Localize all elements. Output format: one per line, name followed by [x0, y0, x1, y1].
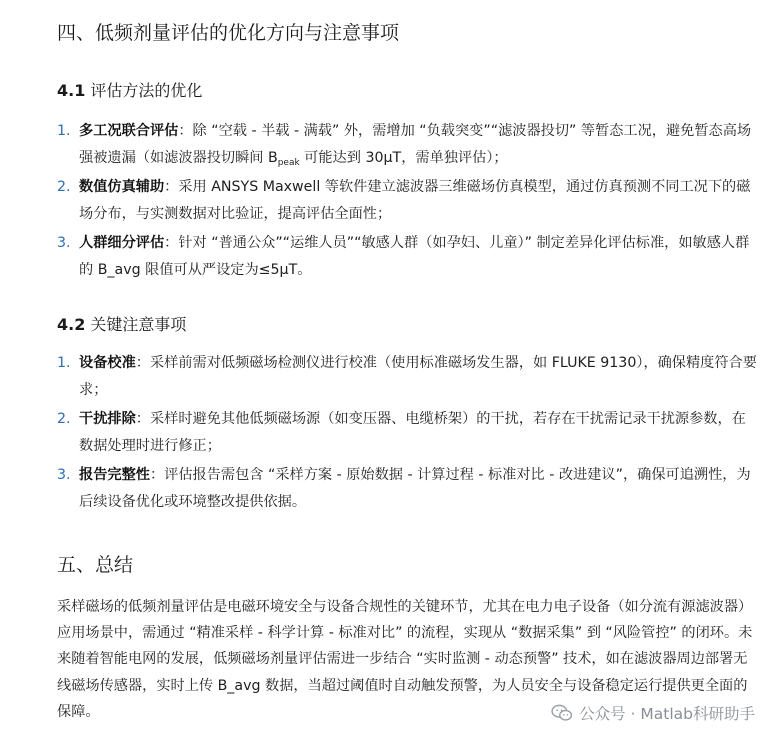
item-text: ：采样时避免其他低频磁场源（如变压器、电缆桥架）的干扰，若存在干扰需记录干扰源参数，在数据处理时进行修正； — [79, 411, 746, 454]
subsection-number: 4.1 — [57, 81, 86, 100]
summary-paragraph: 采样磁场的低频剂量评估是电磁环境安全与设备合规性的关键环节，尤其在电力电子设备（如分流有源滤波器）应用场景中，需通过 “精准采样 - 科学计算 - 标准对比” 的流程，实现从 “数据采集” 到 “风险管控” 的闭环。未来随着智能电网的发展，低频磁场剂量评估需进一步结合 “实时监测 - 动态预警” 技术，如在滤波器周边部署无线磁场传感器，实时上传 B_avg 数据，当超过阈值时自动触发预警，为人员安全与设备稳定运行提供更全面的保障。 — [57, 599, 753, 720]
list-item — [57, 350, 757, 403]
item-text: ：评估报告需包含 “采样方案 - 原始数据 - 计算过程 - 标准对比 - 改进建议”，确保可追溯性，为后续设备优化或环境整改提供依据。 — [79, 467, 751, 510]
item-text: ：采用 ANSYS Maxwell 等软件建立滤波器三维磁场仿真模型，通过仿真预测不同工况下的磁场分布，与实测数据对比验证，提高评估全面性； — [79, 179, 751, 222]
item-lead: 报告完整性 — [79, 467, 150, 483]
item-lead: 多工况联合评估 — [79, 123, 179, 139]
list-item — [57, 462, 757, 515]
subscript-peak: peak — [277, 157, 300, 168]
list-index: 3. — [57, 467, 71, 483]
item-lead: 数值仿真辅助 — [79, 179, 165, 195]
list-index: 1. — [57, 355, 71, 371]
subsection-number: 4.2 — [57, 315, 86, 334]
item-text: ：采样前需对低频磁场检测仪进行校准（使用标准磁场发生器，如 FLUKE 9130），确保精度符合要求； — [79, 355, 757, 398]
list-index: 2. — [57, 179, 71, 195]
subsection-title: 评估方法的优化 — [85, 81, 203, 100]
item-lead: 设备校准 — [79, 355, 136, 371]
list-item — [57, 230, 757, 283]
item-text: ：针对 “普通公众”“运维人员”“敏感人群（如孕妇、儿童）” 制定差异化评估标准，如敏感人群的 B_avg 限值可从严设定为≤5μT。 — [79, 235, 750, 278]
item-lead: 干扰排除 — [79, 411, 136, 427]
list-index: 3. — [57, 235, 71, 251]
list-item — [57, 406, 757, 459]
subsection-4-1-heading — [57, 78, 202, 101]
list-index: 1. — [57, 123, 71, 139]
watermark-text: 公众号 · Matlab科研助手 — [579, 705, 755, 723]
list-item — [57, 118, 757, 176]
subsection-title: 关键注意事项 — [85, 315, 187, 334]
item-text: ：除 “空载 - 半载 - 满载” 外，需增加 “负载突变”“滤波器投切” 等暂态工况，避免暂态高场强被遗漏（如滤波器投切瞬间 B — [79, 123, 752, 166]
item-text-after: 可能达到 30μT，需单独评估）； — [299, 149, 508, 166]
item-lead: 人群细分评估 — [79, 235, 165, 251]
section-4-heading: 四、低频剂量评估的优化方向与注意事项 — [57, 22, 400, 44]
subsection-4-2-heading — [57, 312, 186, 335]
section-5-heading: 五、总结 — [57, 554, 134, 576]
wechat-icon — [551, 704, 573, 722]
watermark — [551, 702, 755, 724]
list-item — [57, 174, 757, 227]
list-index: 2. — [57, 411, 71, 427]
